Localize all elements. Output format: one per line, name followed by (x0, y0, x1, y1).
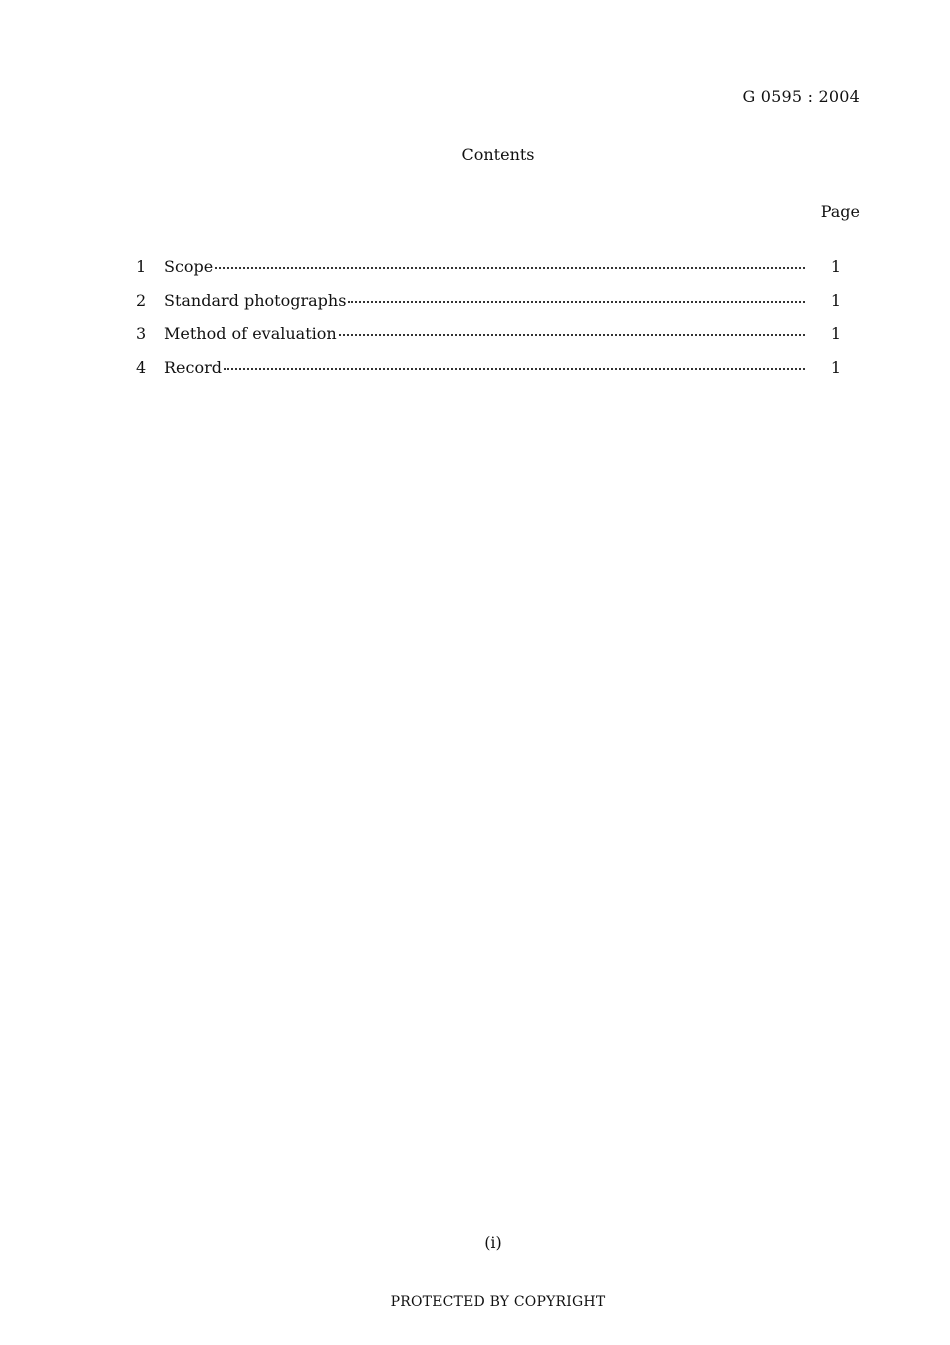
dot-leader (339, 323, 805, 339)
page-column-header: Page (820, 202, 860, 221)
toc-entry-page: 1 (830, 324, 841, 343)
dot-leader (215, 256, 805, 272)
toc-entry-title: Record (164, 357, 222, 377)
toc-entry-method-of-evaluation[interactable] (136, 323, 842, 357)
page-folio: (i) (484, 1233, 502, 1252)
toc-entry-number: 2 (136, 290, 147, 310)
table-of-contents (136, 256, 842, 390)
toc-entry-scope[interactable] (136, 256, 842, 290)
toc-entry-standard-photographs[interactable] (136, 290, 842, 324)
toc-entry-page: 1 (830, 357, 841, 377)
toc-entry-page: 1 (830, 290, 841, 310)
toc-entry-number: 4 (136, 357, 147, 377)
toc-entry-number: 3 (136, 324, 147, 343)
toc-entry-page: 1 (830, 257, 841, 276)
page-title: Contents (461, 145, 535, 164)
toc-entry-title: Standard photographs (164, 290, 347, 310)
toc-entry-title: Scope (164, 257, 214, 276)
dot-leader (348, 290, 805, 306)
toc-entry-title: Method of evaluation (164, 324, 337, 343)
document-number: G 0595 : 2004 (742, 87, 860, 106)
toc-entry-record[interactable] (136, 357, 842, 391)
toc-entry-number: 1 (136, 257, 147, 276)
copyright-notice: PROTECTED BY COPYRIGHT (390, 1294, 606, 1310)
dot-leader (224, 357, 805, 373)
